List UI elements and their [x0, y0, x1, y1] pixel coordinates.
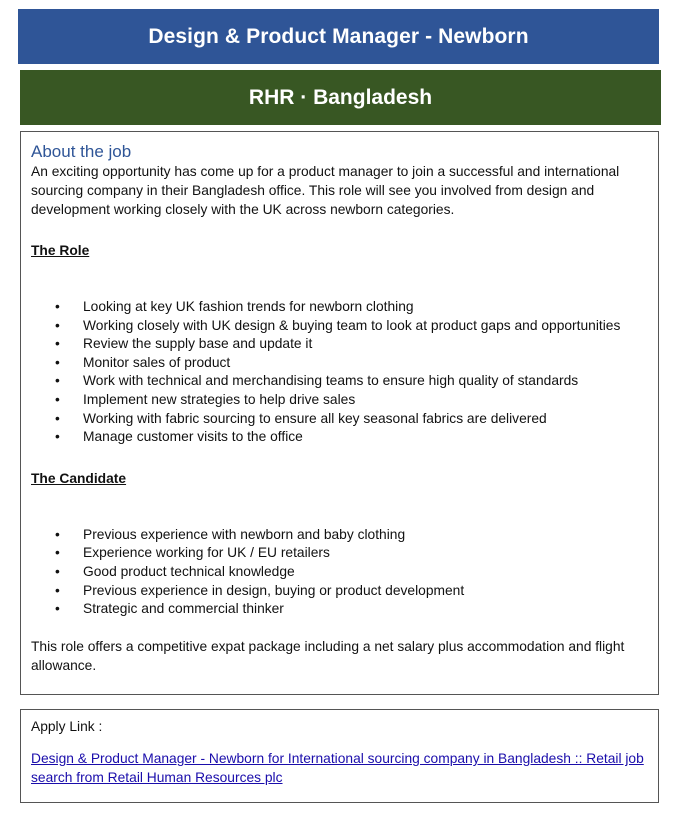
- bullet-icon: •: [55, 373, 60, 389]
- company-location: RHR · Bangladesh: [248, 85, 433, 109]
- bullet-icon: •: [55, 601, 60, 617]
- bullet-icon: •: [55, 391, 60, 407]
- bullet-icon: •: [55, 545, 60, 561]
- role-heading: The Role: [31, 243, 90, 258]
- list-item: • Experience working for UK / EU retailers: [31, 544, 648, 563]
- intro-paragraph: An exciting opportunity has come up for a product manager to join a successful and international sourcing company in their Bangladesh office. This role will see you involved from design and development working closely with the UK across newborn categories.: [31, 164, 620, 217]
- candidate-list: [31, 526, 648, 619]
- candidate-heading: The Candidate: [31, 470, 127, 486]
- closing-paragraph: This role offers a competitive expat package including a net salary plus accommodation and flight allowance.: [31, 638, 625, 673]
- apply-box: [20, 709, 659, 803]
- apply-label: Apply Link :: [31, 719, 103, 734]
- list-item: • Manage customer visits to the office: [31, 428, 648, 447]
- bullet-icon: •: [55, 410, 60, 426]
- bullet-icon: •: [55, 563, 60, 579]
- bullet-icon: •: [55, 299, 60, 314]
- about-heading: About the job: [31, 142, 132, 161]
- role-list: [31, 298, 648, 447]
- list-item: • Working closely with UK design & buying team to look at product gaps and opportunities: [31, 317, 648, 336]
- bullet-icon: •: [55, 582, 60, 598]
- list-item: • Working with fabric sourcing to ensure all key seasonal fabrics are delivered: [31, 410, 648, 429]
- list-item: • Work with technical and merchandising teams to ensure high quality of standards: [31, 372, 648, 391]
- bullet-icon: •: [55, 429, 60, 445]
- list-item: • Strategic and commercial thinker: [31, 600, 648, 619]
- bullet-icon: •: [55, 317, 60, 333]
- list-item: • Looking at key UK fashion trends for newborn clothing: [31, 298, 648, 317]
- list-item: • Review the supply base and update it: [31, 335, 648, 354]
- job-title: Design & Product Manager - Newborn: [148, 24, 529, 48]
- bullet-icon: •: [55, 526, 60, 542]
- list-item: • Previous experience with newborn and baby clothing: [31, 526, 648, 545]
- apply-link[interactable]: Design & Product Manager - Newborn for International sourcing company in Bangladesh :: Retail job search from Retail Human Resources plc: [31, 751, 644, 785]
- list-item: • Previous experience in design, buying or product development: [31, 582, 648, 601]
- job-title-banner: [18, 9, 659, 64]
- list-item: • Monitor sales of product: [31, 354, 648, 373]
- list-item: • Good product technical knowledge: [31, 563, 648, 582]
- bullet-icon: •: [55, 354, 60, 370]
- job-description-box: [20, 131, 659, 695]
- list-item: • Implement new strategies to help drive sales: [31, 391, 648, 410]
- bullet-icon: •: [55, 336, 60, 352]
- company-location-banner: [20, 70, 661, 125]
